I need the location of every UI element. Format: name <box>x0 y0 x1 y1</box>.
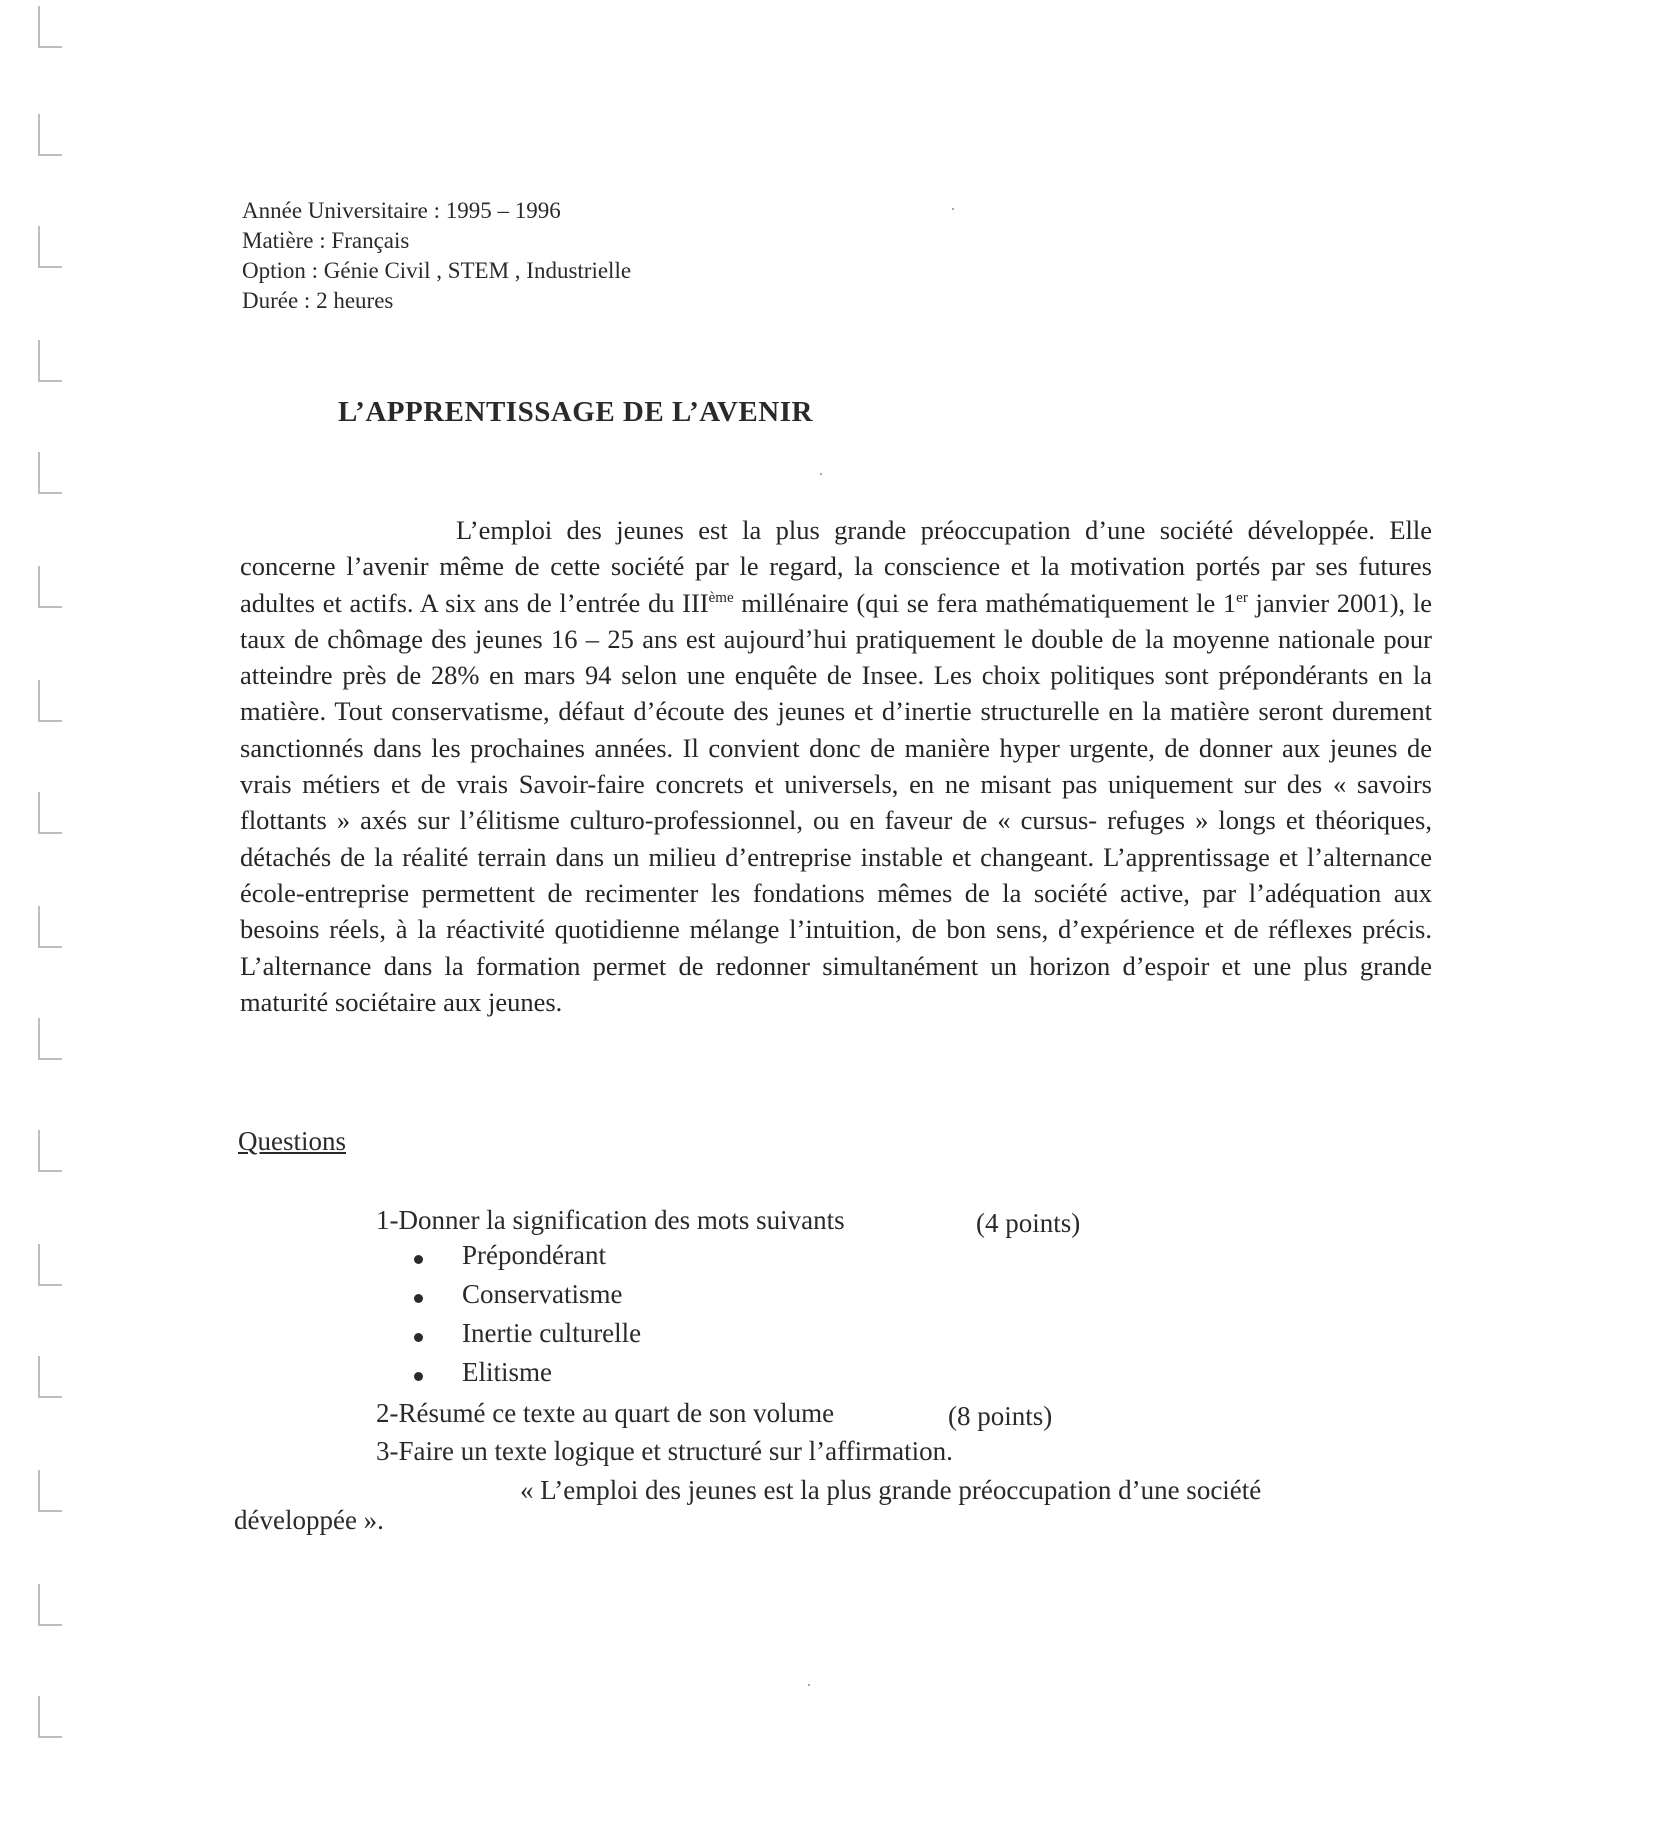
subject: Matière : Français <box>242 228 410 253</box>
scan-speck <box>808 1684 810 1686</box>
questions-heading: Questions <box>238 1126 346 1156</box>
binder-mark <box>38 1470 62 1512</box>
binder-mark <box>38 340 62 382</box>
question-1 <box>376 1205 1081 1238</box>
question-2-points: (8 points) <box>948 1401 1053 1431</box>
bullet-icon <box>414 1255 423 1264</box>
exam-header <box>242 196 631 316</box>
binder-mark <box>38 114 62 156</box>
binder-mark <box>38 792 62 834</box>
quote-line-2: développée ». <box>234 1505 384 1535</box>
academic-year: Année Universitaire : 1995 – 1996 <box>242 198 561 223</box>
word-label: Elitisme <box>462 1357 552 1387</box>
binder-mark <box>38 452 62 494</box>
binder-mark <box>38 1244 62 1286</box>
binder-mark <box>38 1130 62 1172</box>
binder-mark <box>38 226 62 268</box>
body-paragraph <box>240 512 1432 1020</box>
binder-mark <box>38 1018 62 1060</box>
binder-marks <box>38 0 68 1824</box>
body-text-part1: L’emploi des jeunes est la plus grande préoccupation d’une société développée. Elle concerne l’avenir même de cette société par le regard, la conscience et la motivation portés par ses futures adultes et actifs. A six ans de l’entrée du III <box>240 515 1432 618</box>
superscript-eme: ème <box>708 589 734 606</box>
bullet-icon <box>414 1333 423 1342</box>
binder-mark <box>38 906 62 948</box>
binder-mark <box>38 1584 62 1626</box>
question-2-text: 2-Résumé ce texte au quart de son volume <box>376 1398 835 1428</box>
binder-mark <box>38 1696 62 1738</box>
question-1-text: 1-Donner la signification des mots suivants <box>376 1205 845 1235</box>
bullet-icon <box>414 1372 423 1381</box>
binder-mark <box>38 680 62 722</box>
binder-mark <box>38 1356 62 1398</box>
bullet-icon <box>414 1294 423 1303</box>
question-1-points: (4 points) <box>976 1208 1081 1238</box>
duration: Durée : 2 heures <box>242 288 394 313</box>
page-title: L’APPRENTISSAGE DE L’AVENIR <box>338 396 813 428</box>
question-2 <box>376 1398 1053 1431</box>
question-3 <box>376 1436 953 1467</box>
word-label: Conservatisme <box>462 1279 623 1309</box>
word-label: Prépondérant <box>462 1240 606 1270</box>
quote-line-1: « L’emploi des jeunes est la plus grande préoccupation d’une société <box>520 1475 1262 1505</box>
scan-speck <box>820 473 822 475</box>
body-text-part3: janvier 2001), le taux de chômage des jeunes 16 – 25 ans est aujourd’hui pratiquement le double de la moyenne nationale pour atteindre près de 28% en mars 94 selon une enquête de Insee. Les choix politiques sont prépondérants en la matière. Tout conservatisme, défaut d’écoute des jeunes et d’inertie structurelle en la matière seront durement sanctionnés dans les prochaines années. Il convient donc de manière hyper urgente, de donner aux jeunes de vrais métiers et de vrais Savoir-faire concrets et universels, en ne misant pas uniquement sur des « savoirs flottants » axés sur l’élitisme culturo-professionnel, ou en faveur de « cursus- refuges » longs et théoriques, détachés de la réalité terrain dans un milieu d’entreprise instable et changeant. L’apprentissage et l’alternance école-entreprise permettent de recimenter les fondations mêmes de la société active, par l’adéquation aux besoins réels, à la réactivité quotidienne mélange l’intuition, de bon sens, d’expérience et de réflexes précis. L’alternance dans la formation permet de redonner simultanément un horizon d’espoir et une plus grande maturité sociétaire aux jeunes. <box>240 587 1432 1017</box>
binder-mark <box>38 566 62 608</box>
scan-speck <box>952 208 954 210</box>
binder-mark <box>38 6 62 48</box>
option: Option : Génie Civil , STEM , Industrielle <box>242 258 632 283</box>
body-text-part2: millénaire (qui se fera mathématiquement le 1 <box>733 587 1237 618</box>
word-label: Inertie culturelle <box>462 1318 642 1348</box>
question-3-text: 3-Faire un texte logique et structuré sur l’affirmation. <box>376 1436 953 1466</box>
superscript-er: er <box>1236 589 1248 606</box>
